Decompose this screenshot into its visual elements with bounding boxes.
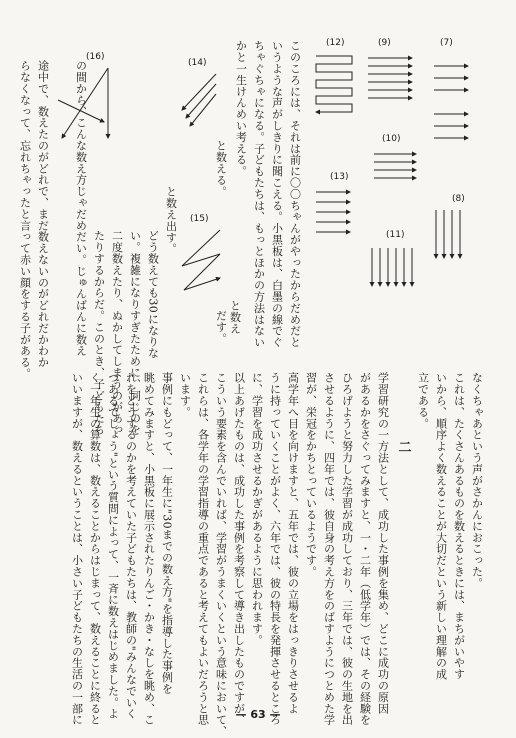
body-col-16: これらは、各学年の学習指導の重点であると考えてもよいだろうと思 <box>196 372 210 726</box>
left-bottom-col-2: らなくなって、忘れちゃったと言って赤い顔をする子がある。 <box>18 60 32 380</box>
fig7-label: (7) <box>440 38 453 48</box>
fig8-diagram <box>430 206 470 266</box>
body-col-23: いいますが、数えるということは、小さい子どもたちの生活の一部に <box>70 372 84 726</box>
fig15-caption-2: だす。 <box>214 310 228 345</box>
fig16-label: (16) <box>86 52 105 62</box>
body-col-6: 学習研究の一方法として、成功した事例を集め、どこに成功の原因 <box>376 372 390 714</box>
fig9-label: (9) <box>378 38 391 48</box>
body-col-18: 事例にもどって、一年生に"30までの数え方"を指導した事例を <box>160 372 174 695</box>
fig11-diagram <box>366 244 426 292</box>
body-col-8: ひろげようと努力した学習が成功しており、三年では、彼の生地を出 <box>340 372 354 726</box>
fig9-diagram <box>362 52 422 102</box>
fig13-diagram <box>312 186 358 236</box>
body-col-21: つあるでしょう"という質問によって、一斉に数えはじめました。よ <box>106 372 120 720</box>
body-col-10: 習が、栄冠をかちとっているようです。 <box>304 372 318 578</box>
fig15-caption-1: と数え <box>228 300 242 335</box>
fig11-label: (11) <box>386 230 405 240</box>
body-col-22: く一年生の算数は、数えることからはじまって、数えることに終ると <box>88 372 102 726</box>
lower-col-5: の間から、こんな数え方じゃだめだい。じゅんばんに数え <box>74 60 88 357</box>
body-col-12: うに持っていくことがよく、六年では、彼の特長を発揮させるところ <box>268 372 282 726</box>
fig8-label: (8) <box>452 194 465 204</box>
fig14-caption: と数える。 <box>214 140 228 197</box>
fig16-caption: と数え出す。 <box>164 186 178 255</box>
body-col-7: があるかをさぐってみますと、一・二年（低学年）では、その経験を <box>358 372 372 726</box>
fig13-label: (13) <box>330 172 349 182</box>
body-col-9: させるように、四年では、彼自身の考え方をのばすようにつとめた学 <box>322 372 336 726</box>
lower-col-4: たりするからだ。このとき、子どもたち <box>92 230 106 436</box>
lower-col-3: 二度数えたり、ぬかしてしまうのがあっ <box>110 230 124 436</box>
lower-col-1: どう数えても30になりな <box>146 230 160 359</box>
body-col-14: 以上あげたものは、成功した事例を考察して導き出したものですが、 <box>232 372 246 726</box>
section-heading: 二 <box>395 440 411 454</box>
fig7-diagram <box>428 54 478 144</box>
body-col-17: います。 <box>178 372 192 418</box>
fig10-diagram <box>368 148 424 188</box>
fig14-diagram <box>176 70 220 130</box>
left-bottom-col-1: 途中で、数えたのがどれで、まだ数えないのがどれだかわか <box>36 60 50 368</box>
body-col-11: 高学年へ目を向けますと、五年では、彼の立場をはっきりさせるよ <box>286 372 300 714</box>
body-col-19: 眺めてみますと、小黒板に展示されたりんご・かき・なしを眺め、こ <box>142 372 156 726</box>
fig15-label: (15) <box>190 214 209 224</box>
body-col-20: れをどうするのかを考えていた子どもたちは、教師の"みんなでいく <box>124 372 138 720</box>
body-col-15: こういう要素を含んでいれば、学習がうまくいくという意味において、 <box>214 372 228 737</box>
intro-col-1: このころには、それは前に〇〇ちゃんがやったからだめだと <box>288 40 302 348</box>
fig14-label: (14) <box>188 58 207 68</box>
body-col-1: なくちゃあという声がさかんにおこった。 <box>470 372 484 589</box>
fig12-label: (12) <box>326 38 345 48</box>
fig12-diagram <box>312 52 358 118</box>
body-col-3: いから、順序よく数えることが大切だという新しい理解の成 <box>434 372 448 680</box>
fig15-diagram <box>176 226 226 306</box>
intro-col-3: ちゃぐちゃになる。子どもたちは、もっとほかの方法はない <box>252 40 266 348</box>
fig10-label: (10) <box>382 134 401 144</box>
intro-col-2: いうような声がしきりに聞こえる。小黒板は、白墨の線でぐ <box>270 40 284 348</box>
body-col-2: これは、たくさんあるものを数えるときには、まちがいやす <box>452 372 466 680</box>
body-col-4: 立である。 <box>416 372 430 429</box>
fig16-diagram <box>52 64 112 144</box>
lower-col-2: い。複雑になりすぎたために、同じのを <box>128 230 142 436</box>
intro-col-4: かと一生けんめい考える。 <box>234 40 248 177</box>
page-number: — 63 — <box>235 708 281 721</box>
body-col-13: に、学習を成功させるかぎがあるように思われます。 <box>250 372 264 646</box>
